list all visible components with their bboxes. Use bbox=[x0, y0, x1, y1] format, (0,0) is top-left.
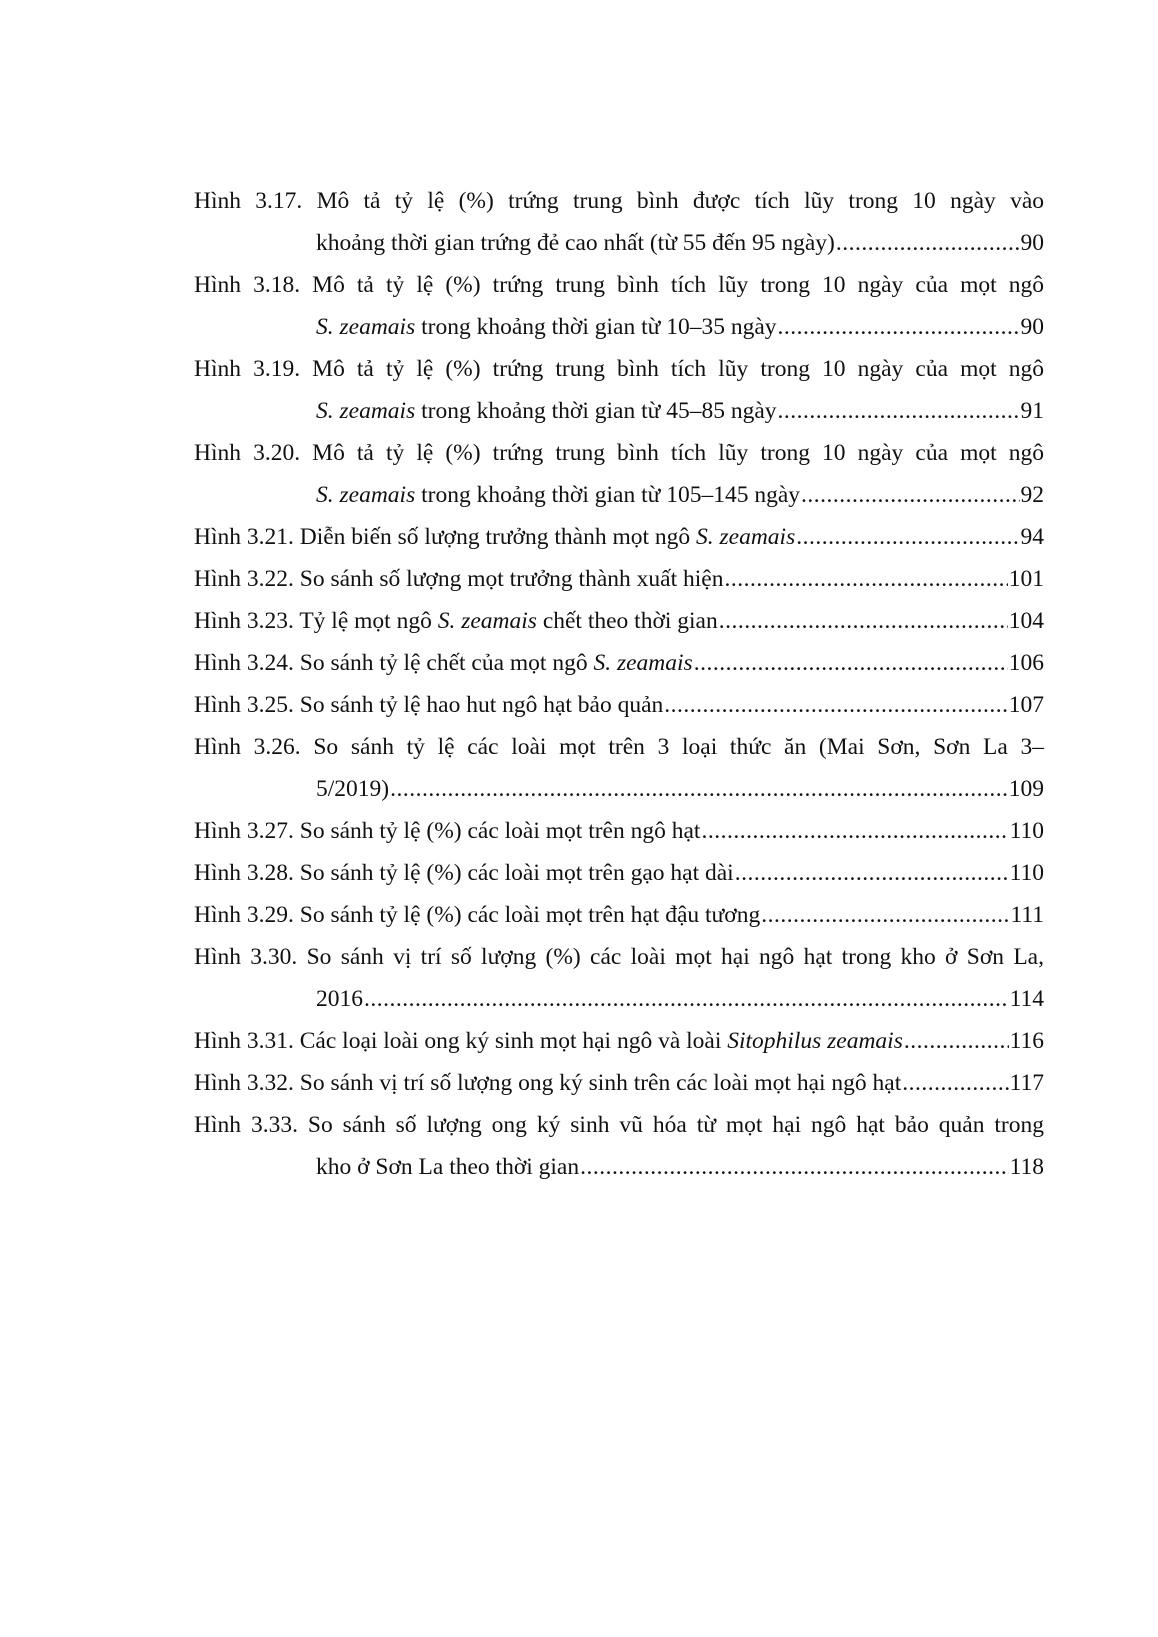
toc-entry-text-rest: trong khoảng thời gian từ 10–35 ngày bbox=[415, 314, 777, 340]
toc-entry-text-main: Hình 3.23. Tỷ lệ mọt ngô bbox=[194, 608, 438, 634]
toc-entry-text: Hình 3.22. So sánh số lượng mọt trưởng thành xuất hiện bbox=[194, 566, 724, 592]
dot-leader bbox=[580, 1150, 1008, 1184]
page-number: 101 bbox=[1008, 566, 1044, 592]
toc-entry-text bbox=[316, 394, 777, 428]
toc-entry-text-main: Hình 3.21. Diễn biến số lượng trưởng thành mọt ngô bbox=[194, 524, 697, 550]
dot-leader bbox=[719, 604, 1008, 638]
page-number: 90 bbox=[1020, 314, 1044, 340]
dot-leader bbox=[664, 688, 1007, 722]
toc-entry-text: khoảng thời gian trứng đẻ cao nhất (từ 55 đến 95 ngày) bbox=[316, 230, 835, 256]
page-number: 104 bbox=[1008, 608, 1044, 634]
toc-entry-3-18-line2 bbox=[316, 310, 1044, 344]
dot-leader bbox=[778, 310, 1020, 344]
toc-entry-3-18-line1 bbox=[194, 268, 1044, 302]
toc-entry-text: Hình 3.32. So sánh vị trí số lượng ong ký sinh trên các loài mọt hại ngô hạt bbox=[194, 1070, 902, 1096]
toc-entry-text: 2016 bbox=[316, 986, 363, 1012]
species-name: S. zeamais bbox=[593, 650, 693, 676]
species-name: S. zeamais bbox=[437, 608, 537, 634]
toc-entry-text: Hình 3.26. So sánh tỷ lệ các loài mọt trên 3 loại thức ăn (Mai Sơn, Sơn La 3– bbox=[194, 734, 1044, 760]
toc-entry-text bbox=[194, 520, 795, 554]
page-number: 90 bbox=[1020, 230, 1044, 256]
toc-entry-3-20-line2 bbox=[316, 478, 1044, 512]
toc-entry-3-27 bbox=[194, 814, 1044, 848]
toc-entry-3-32 bbox=[194, 1066, 1044, 1100]
dot-leader bbox=[801, 478, 1019, 512]
toc-entry-text-main: Hình 3.24. So sánh tỷ lệ chết của mọt ngô bbox=[194, 650, 594, 676]
species-name: S. zeamais bbox=[316, 482, 416, 508]
toc-entry-text-rest: trong khoảng thời gian từ 45–85 ngày bbox=[415, 398, 777, 424]
toc-entry-3-17-line1 bbox=[194, 184, 1044, 218]
toc-entry-text bbox=[316, 478, 800, 512]
dot-leader bbox=[724, 562, 1007, 596]
toc-entry-3-30-line1 bbox=[194, 940, 1044, 974]
species-name: S. zeamais bbox=[696, 524, 796, 550]
toc-entry-3-30-line2 bbox=[316, 982, 1044, 1016]
toc-entry-text-rest: trong khoảng thời gian từ 105–145 ngày bbox=[415, 482, 801, 508]
toc-entry-3-23 bbox=[194, 604, 1044, 638]
page-number: 94 bbox=[1020, 524, 1044, 550]
page-number: 118 bbox=[1009, 1154, 1044, 1180]
page-number: 107 bbox=[1008, 692, 1044, 718]
page-number: 114 bbox=[1009, 986, 1044, 1012]
page-number: 116 bbox=[1009, 1028, 1044, 1054]
toc-entry-3-31 bbox=[194, 1024, 1044, 1058]
species-name: S. zeamais bbox=[316, 314, 416, 340]
toc-entry-text: Hình 3.27. So sánh tỷ lệ (%) các loài mọt trên ngô hạt bbox=[194, 818, 701, 844]
toc-entry-text bbox=[316, 310, 777, 344]
toc-entry-3-25 bbox=[194, 688, 1044, 722]
page-number: 117 bbox=[1009, 1070, 1044, 1096]
toc-entry-3-19-line2 bbox=[316, 394, 1044, 428]
toc-entry-text-rest: chết theo thời gian bbox=[536, 608, 718, 634]
toc-entry-text-main: Hình 3.31. Các loại loài ong ký sinh mọt hại ngô và loài bbox=[194, 1028, 728, 1054]
page-number: 111 bbox=[1010, 902, 1044, 928]
toc-entry-text: Hình 3.19. Mô tả tỷ lệ (%) trứng trung bình tích lũy trong 10 ngày của mọt ngô bbox=[194, 356, 1044, 382]
toc-entry-3-33-line1 bbox=[194, 1108, 1044, 1142]
dot-leader bbox=[902, 1066, 1008, 1100]
toc-entry-text: 5/2019) bbox=[316, 776, 390, 802]
dot-leader bbox=[364, 982, 1009, 1016]
toc-entry-3-19-line1 bbox=[194, 352, 1044, 386]
toc-entry-3-22 bbox=[194, 562, 1044, 596]
dot-leader bbox=[694, 646, 1008, 680]
dot-leader bbox=[904, 1024, 1009, 1058]
toc-entry-text: Hình 3.18. Mô tả tỷ lệ (%) trứng trung bình tích lũy trong 10 ngày của mọt ngô bbox=[194, 272, 1044, 298]
toc-entry-text: Hình 3.30. So sánh vị trí số lượng (%) các loài mọt hại ngô hạt trong kho ở Sơn La, bbox=[194, 944, 1044, 970]
page-number: 109 bbox=[1008, 776, 1044, 802]
toc-entry-text bbox=[194, 1024, 903, 1058]
dot-leader bbox=[701, 814, 1008, 848]
toc-entry-3-26-line1 bbox=[194, 730, 1044, 764]
toc-entry-text: Hình 3.25. So sánh tỷ lệ hao hut ngô hạt bảo quản bbox=[194, 692, 664, 718]
toc-entry-3-21 bbox=[194, 520, 1044, 554]
toc-entry-text: kho ở Sơn La theo thời gian bbox=[316, 1154, 580, 1180]
toc-entry-3-17-line2 bbox=[316, 226, 1044, 260]
toc-entry-text: Hình 3.28. So sánh tỷ lệ (%) các loài mọt trên gạo hạt dài bbox=[194, 860, 734, 886]
page-number: 106 bbox=[1008, 650, 1044, 676]
toc-entry-text: Hình 3.33. So sánh số lượng ong ký sinh vũ hóa từ mọt hại ngô hạt bảo quản trong bbox=[194, 1112, 1044, 1138]
species-name: Sitophilus zeamais bbox=[727, 1028, 903, 1054]
toc-entry-text bbox=[194, 646, 693, 680]
dot-leader bbox=[796, 520, 1019, 554]
dot-leader bbox=[836, 226, 1020, 260]
dot-leader bbox=[390, 772, 1008, 806]
toc-entry-text: Hình 3.29. So sánh tỷ lệ (%) các loài mọt trên hạt đậu tương bbox=[194, 902, 761, 928]
page-number: 92 bbox=[1020, 482, 1044, 508]
page-number: 110 bbox=[1009, 860, 1044, 886]
toc-entry-3-26-line2 bbox=[316, 772, 1044, 806]
page-number: 91 bbox=[1020, 398, 1044, 424]
toc-entry-text: Hình 3.17. Mô tả tỷ lệ (%) trứng trung bình được tích lũy trong 10 ngày vào bbox=[194, 188, 1044, 214]
toc-entry-text bbox=[194, 604, 718, 638]
page-number: 110 bbox=[1009, 818, 1044, 844]
toc-entry-3-20-line1 bbox=[194, 436, 1044, 470]
species-name: S. zeamais bbox=[316, 398, 416, 424]
dot-leader bbox=[778, 394, 1020, 428]
toc-entry-3-29 bbox=[194, 898, 1044, 932]
toc-entry-3-33-line2 bbox=[316, 1150, 1044, 1184]
toc-entry-3-28 bbox=[194, 856, 1044, 890]
dot-leader bbox=[735, 856, 1009, 890]
dot-leader bbox=[761, 898, 1009, 932]
toc-entry-3-24 bbox=[194, 646, 1044, 680]
toc-entry-text: Hình 3.20. Mô tả tỷ lệ (%) trứng trung bình tích lũy trong 10 ngày của mọt ngô bbox=[194, 440, 1044, 466]
